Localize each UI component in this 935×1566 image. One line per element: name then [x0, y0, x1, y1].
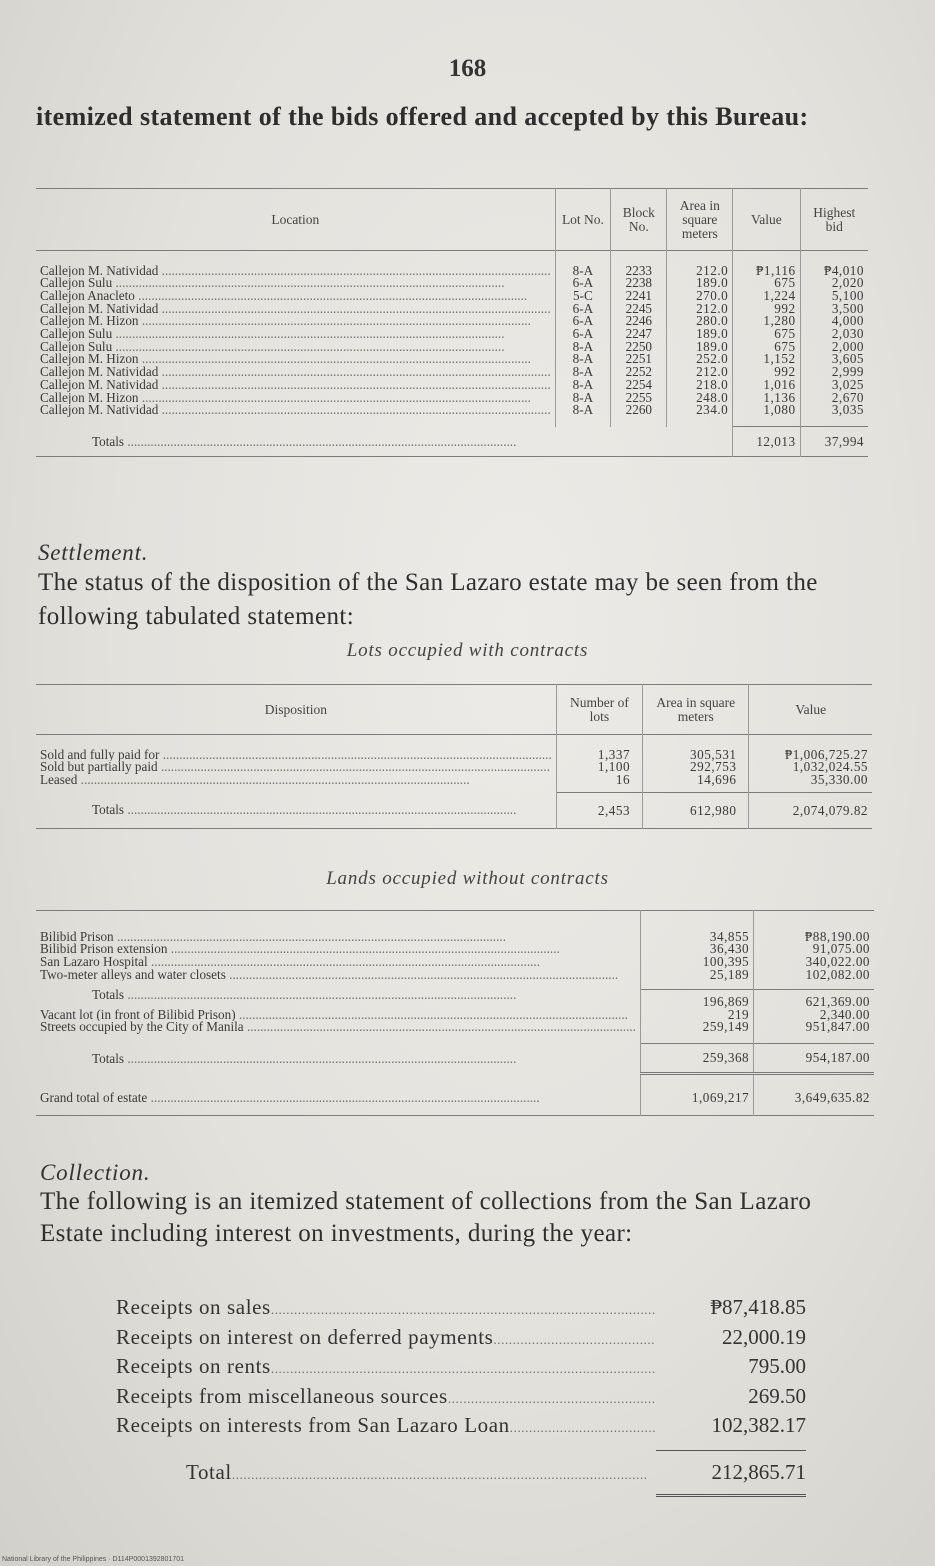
row-area: 212.0: [667, 303, 733, 316]
item-label: Receipts on interest on deferred payments .....: [116, 1324, 656, 1354]
contracts-totals-value: 2,074,079.82: [749, 793, 872, 829]
row-highest-bid: 3,605: [831, 351, 864, 367]
row-area: 100,395: [640, 956, 753, 969]
no-contracts-subtotal-label: Totals .....: [92, 989, 636, 1002]
col-lot: Lot No.: [555, 189, 611, 251]
row-area: 259,149: [640, 1021, 753, 1034]
row-disposition: Sold and fully paid for .....: [40, 749, 552, 762]
intro-paragraph: itemized statement of the bids offered and accepted by this Bureau:: [36, 102, 809, 131]
row-lots: 1,337: [556, 749, 642, 762]
grand-total-area: 1,069,217: [640, 1080, 753, 1116]
table-row: [36, 353, 868, 366]
row-value: 2,340.00: [819, 1006, 870, 1022]
row-area: 248.0: [667, 392, 733, 405]
list-item: [116, 1353, 806, 1383]
row-location: Callejon Sulu .....: [40, 328, 551, 341]
row-highest-bid: 3,500: [831, 300, 864, 316]
row-area: 292,753: [643, 761, 749, 774]
row-value: ₱88,190.00: [804, 928, 870, 944]
row-value: 1,152: [733, 353, 800, 366]
row-value: 1,224: [733, 290, 800, 303]
table-row: [36, 774, 872, 787]
bids-rows: [36, 251, 868, 427]
row-area: 270.0: [667, 290, 733, 303]
row-location: Callejon M. Natividad .....: [40, 366, 551, 379]
col-number-of-lots: Number of lots: [556, 685, 642, 735]
col-highest-bid: Highest bid: [813, 204, 856, 234]
table-row: [36, 315, 868, 328]
row-lot: 8-A: [555, 379, 611, 392]
row-block: 2245: [611, 303, 667, 316]
table-row: [36, 341, 868, 354]
settlement-heading: Settlement.: [38, 540, 149, 565]
item-amount: 795.00: [748, 1354, 806, 1378]
row-block: 2251: [611, 353, 667, 366]
row-value: 340,022.00: [805, 953, 870, 969]
row-lot: 5-C: [555, 290, 611, 303]
col-value: Value: [795, 701, 827, 717]
no-contracts-subtotal-value: 621,369.00: [754, 989, 874, 1008]
row-block: 2260: [611, 404, 667, 417]
list-item: [116, 1383, 806, 1413]
row-lot: 6-A: [555, 315, 611, 328]
collection-total-amount: 212,865.71: [711, 1459, 806, 1484]
row-location: Callejon M. Hizon .....: [40, 353, 551, 366]
row-value: 951,847.00: [805, 1019, 870, 1035]
row-area: 234.0: [667, 404, 733, 417]
row-block: 2250: [611, 341, 667, 354]
item-label: Receipts from miscellaneous sources .....: [116, 1383, 656, 1413]
table-row: [36, 277, 868, 290]
table-row: [36, 328, 868, 341]
table-row: [36, 761, 872, 774]
row-area: 252.0: [667, 353, 733, 366]
row-location: Callejon Sulu .....: [40, 341, 551, 354]
row-value: 1,080: [733, 404, 800, 417]
row-location: Callejon M. Hizon .....: [40, 392, 551, 405]
row-lot: 8-A: [555, 366, 611, 379]
no-contracts-subtotal-area: 196,869: [640, 989, 753, 1008]
row-label: Bilibid Prison extension .....: [40, 943, 636, 956]
bids-table: [36, 188, 868, 457]
table-row: [36, 379, 868, 392]
row-highest-bid: 2,020: [831, 275, 864, 291]
row-value: 1,016: [733, 379, 800, 392]
grand-total-value: 3,649,635.82: [794, 1089, 870, 1105]
page-number: 168: [448, 55, 487, 82]
row-value: 91,075.00: [812, 941, 870, 957]
row-lots: 1,100: [556, 761, 642, 774]
item-label: Receipts on interests from San Lazaro Loan .....: [116, 1412, 656, 1442]
col-area: Area in square meters: [667, 189, 733, 251]
no-contracts-totals-value: 954,187.00: [754, 1044, 874, 1074]
row-highest-bid: 3,035: [831, 402, 864, 418]
row-value: 992: [733, 303, 800, 316]
row-lot: 6-A: [555, 277, 611, 290]
row-lot: 8-A: [555, 265, 611, 278]
item-label: Receipts on sales .....: [116, 1294, 656, 1324]
row-highest-bid: 2,999: [831, 364, 864, 380]
row-highest-bid: 3,025: [831, 376, 864, 392]
row-label: Bilibid Prison .....: [40, 931, 636, 944]
table-row: [36, 392, 868, 405]
row-value: 1,280: [733, 315, 800, 328]
row-value: 675: [733, 277, 800, 290]
row-lot: 6-A: [555, 328, 611, 341]
row-area: 189.0: [667, 277, 733, 290]
list-item: [116, 1294, 806, 1324]
row-lot: 8-A: [555, 341, 611, 354]
row-area: 305,531: [643, 749, 749, 762]
row-area: 212.0: [667, 265, 733, 278]
row-area: 218.0: [667, 379, 733, 392]
row-lot: 8-A: [555, 353, 611, 366]
row-lots: 16: [556, 774, 642, 787]
item-amount: 102,382.17: [711, 1413, 806, 1437]
table-row: [36, 1021, 874, 1034]
col-location: Location: [36, 189, 555, 251]
contracts-totals-label: Totals .....: [92, 802, 552, 818]
row-highest-bid: ₱4,010: [823, 262, 864, 278]
contracts-totals-area: 612,980: [643, 793, 749, 829]
row-label: Two-meter alleys and water closets .....: [40, 969, 636, 982]
no-contracts-rows-b: [36, 1006, 874, 1035]
collection-total-label: Total .....: [186, 1459, 656, 1489]
item-amount: ₱87,418.85: [710, 1295, 806, 1319]
col-value: Value: [733, 189, 800, 251]
no-contracts-totals-area: 259,368: [640, 1044, 753, 1074]
row-value: 1,032,024.55: [792, 759, 868, 775]
settlement-paragraph: The status of the disposition of the San Lazaro estate may be seen from the following tabulated statement:: [38, 569, 818, 630]
row-area: 219: [640, 1009, 753, 1022]
bids-totals-value: 12,013: [733, 427, 800, 457]
row-location: Callejon Anacleto .....: [40, 290, 551, 303]
row-area: 25,189: [640, 969, 753, 982]
scan-footer: National Library of the Philippines · D114P0001392801701: [2, 1556, 184, 1563]
row-block: 2233: [611, 265, 667, 278]
table-row: [36, 749, 872, 762]
collection-total-row: [116, 1459, 806, 1489]
row-highest-bid: 2,670: [831, 389, 864, 405]
contracts-rows: [36, 735, 872, 793]
row-value: 35,330.00: [810, 771, 868, 787]
item-label: Receipts on rents .....: [116, 1353, 656, 1383]
row-block: 2247: [611, 328, 667, 341]
contracts-caption: Lots occupied with contracts: [346, 640, 589, 661]
row-location: Callejon M. Natividad .....: [40, 379, 551, 392]
collection-heading: Collection.: [40, 1160, 151, 1185]
row-location: Callejon M. Natividad .....: [40, 303, 551, 316]
collection-paragraph: The following is an itemized statement of collections from the San Lazaro Estate including interest on investments, during the year:: [40, 1188, 812, 1247]
row-block: 2246: [611, 315, 667, 328]
row-lot: 8-A: [555, 392, 611, 405]
row-lot: 6-A: [555, 303, 611, 316]
collection-items: [116, 1294, 806, 1442]
row-disposition: Sold but partially paid .....: [40, 761, 552, 774]
list-item: [116, 1324, 806, 1354]
row-area: 14,696: [643, 774, 749, 787]
row-highest-bid: 2,000: [831, 338, 864, 354]
row-block: 2254: [611, 379, 667, 392]
row-value: ₱1,006,725.27: [784, 746, 868, 762]
row-block: 2255: [611, 392, 667, 405]
table-row: [36, 303, 868, 316]
row-label: Streets occupied by the City of Manila .....: [40, 1021, 636, 1034]
no-contracts-caption: Lands occupied without contracts: [326, 868, 609, 889]
row-value: 1,136: [733, 392, 800, 405]
row-highest-bid: 5,100: [831, 287, 864, 303]
contracts-totals-lots: 2,453: [556, 793, 642, 829]
contracts-table: [36, 684, 872, 829]
row-block: 2241: [611, 290, 667, 303]
row-block: 2252: [611, 366, 667, 379]
item-amount: 22,000.19: [722, 1324, 806, 1349]
row-location: Callejon M. Natividad .....: [40, 265, 551, 278]
row-block: 2238: [611, 277, 667, 290]
row-value: ₱1,116: [733, 265, 800, 278]
row-value: 992: [733, 366, 800, 379]
row-location: Callejon M. Hizon .....: [40, 315, 551, 328]
row-location: Callejon M. Natividad .....: [40, 404, 551, 417]
bids-totals-bid: 37,994: [800, 427, 868, 457]
row-label: San Lazaro Hospital .....: [40, 956, 636, 969]
col-disposition: Disposition: [36, 685, 556, 735]
row-highest-bid: 2,030: [831, 326, 864, 342]
col-block: Block No.: [611, 189, 667, 251]
row-disposition: Leased .....: [40, 774, 552, 787]
row-location: Callejon Sulu .....: [40, 277, 551, 290]
row-area: 212.0: [667, 366, 733, 379]
collection-list: [116, 1294, 806, 1497]
row-area: 189.0: [667, 341, 733, 354]
table-row: [36, 265, 868, 278]
row-label: Vacant lot (in front of Bilibid Prison) .....: [40, 1009, 636, 1022]
row-value: 675: [733, 328, 800, 341]
row-area: 36,430: [640, 943, 753, 956]
table-row: [36, 969, 874, 982]
row-area: 34,855: [640, 931, 753, 944]
row-value: 102,082.00: [805, 966, 870, 982]
row-value: 675: [733, 341, 800, 354]
row-area: 280.0: [667, 315, 733, 328]
col-area-sq-m: Area in square meters: [643, 685, 749, 735]
no-contracts-totals-label: Totals .....: [92, 1051, 636, 1067]
row-area: 189.0: [667, 328, 733, 341]
table-row: [36, 366, 868, 379]
item-amount: 269.50: [748, 1383, 806, 1408]
grand-total-label: Grand total of estate .....: [40, 1090, 636, 1106]
no-contracts-table: [36, 910, 874, 1116]
list-item: [116, 1412, 806, 1442]
row-lot: 8-A: [555, 404, 611, 417]
table-row: [36, 404, 868, 417]
table-row: [36, 290, 868, 303]
no-contracts-rows-a: [36, 928, 874, 982]
bids-totals-label: Totals .....: [92, 434, 728, 450]
row-highest-bid: 4,000: [831, 313, 864, 329]
